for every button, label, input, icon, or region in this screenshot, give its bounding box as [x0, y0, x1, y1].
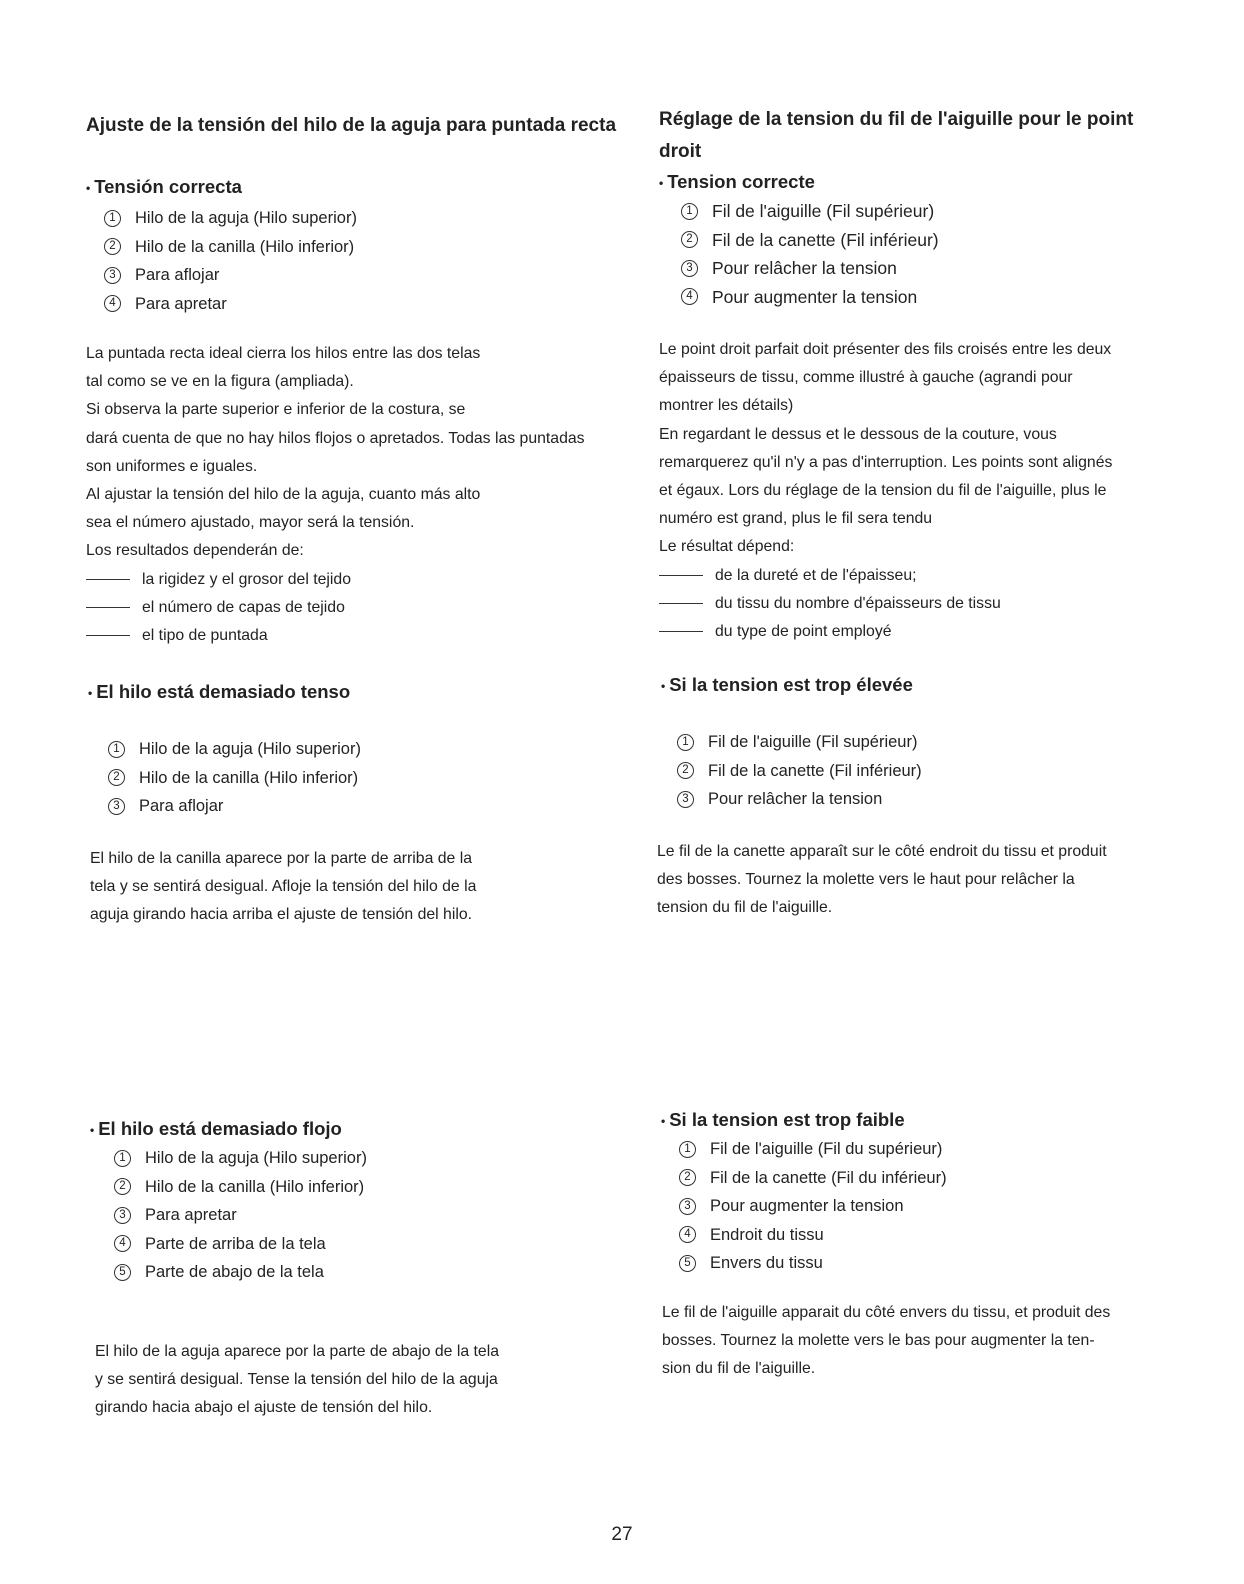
paragraph-line: El hilo de la aguja aparece por la parte de abajo de la tela	[95, 1343, 499, 1360]
paragraph-line: tension du fil de l'aiguille.	[657, 899, 833, 917]
spanish-too-loose-text	[95, 1338, 499, 1423]
item-number-circle: 3	[679, 1198, 696, 1215]
item-number-circle: 4	[114, 1235, 131, 1252]
dash-item: la rigidez y el grosor del tejido	[86, 566, 585, 594]
spanish-too-loose-list	[114, 1144, 367, 1287]
bullet-icon: •	[661, 1114, 666, 1129]
list-item: 4 Pour augmenter la tension	[681, 283, 939, 312]
list-item: 1 Hilo de la aguja (Hilo superior)	[104, 204, 357, 233]
list-item: 5 Envers du tissu	[679, 1249, 947, 1278]
paragraph-line: tela y se sentirá desigual. Afloje la tensión del hilo de la	[90, 878, 477, 896]
french-correct-tension-text	[659, 336, 1112, 646]
item-number-circle: 1	[681, 203, 698, 220]
item-number-circle: 2	[114, 1178, 131, 1195]
item-number-circle: 3	[681, 260, 698, 277]
french-correct-tension-list	[681, 197, 939, 311]
french-too-tight-section	[661, 671, 922, 814]
paragraph-line: El hilo de la canilla aparece por la parte de arriba de la	[90, 850, 472, 867]
dash-item: el tipo de puntada	[86, 622, 585, 650]
paragraph-line: dará cuenta de que no hay hilos flojos o apretados. Todas las puntadas	[86, 429, 585, 447]
list-item: 3 Para aflojar	[104, 261, 357, 290]
french-section-title: Réglage de la tension du fil de l'aiguille pour le point droit	[659, 109, 1134, 162]
paragraph-line: Le résultat dépend:	[659, 538, 795, 556]
item-number-circle: 4	[679, 1226, 696, 1243]
dash-item: du tissu du nombre d'épaisseurs de tissu	[659, 590, 1112, 618]
paragraph-line: des bosses. Tournez la molette vers le haut pour relâcher la	[657, 871, 1075, 889]
dash-line	[86, 635, 130, 636]
item-number-circle: 2	[677, 762, 694, 779]
spanish-correct-tension-text	[86, 340, 585, 650]
list-item: 2 Hilo de la canilla (Hilo inferior)	[114, 1173, 367, 1202]
paragraph-line: En regardant le dessus et le dessous de la couture, vous	[659, 425, 1057, 443]
item-number-circle: 2	[108, 769, 125, 786]
french-too-tight-list	[677, 728, 922, 814]
list-item: 2 Fil de la canette (Fil inférieur)	[677, 757, 922, 786]
paragraph-line: Al ajustar la tensión del hilo de la aguja, cuanto más alto	[86, 486, 481, 504]
list-item: 1 Hilo de la aguja (Hilo superior)	[108, 735, 361, 764]
french-too-loose-section	[661, 1106, 947, 1278]
paragraph-line: y se sentirá desigual. Tense la tensión del hilo de la aguja	[95, 1371, 498, 1389]
dash-line	[659, 631, 703, 632]
bullet-icon: •	[86, 181, 91, 196]
list-item: 5 Parte de abajo de la tela	[114, 1258, 367, 1287]
item-number-circle: 2	[104, 238, 121, 255]
item-number-circle: 4	[681, 288, 698, 305]
paragraph-line: Le fil de l'aiguille apparait du côté envers du tissu, et produit des	[662, 1304, 1111, 1321]
spanish-too-loose-heading: • El hilo está demasiado flojo	[90, 1118, 342, 1139]
list-item: 3 Pour relâcher la tension	[677, 785, 922, 814]
list-item: 4 Endroit du tissu	[679, 1221, 947, 1250]
paragraph-line: sea el número ajustado, mayor será la tensión.	[86, 514, 415, 532]
paragraph-line: bosses. Tournez la molette vers le bas pour augmenter la ten-	[662, 1332, 1095, 1350]
paragraph-line: sion du fil de l'aiguille.	[662, 1360, 816, 1378]
item-number-circle: 4	[104, 295, 121, 312]
item-number-circle: 1	[114, 1150, 131, 1167]
paragraph-line: Los resultados dependerán de:	[86, 542, 304, 560]
list-item: 1 Fil de l'aiguille (Fil du supérieur)	[679, 1135, 947, 1164]
item-number-circle: 3	[677, 791, 694, 808]
list-item: 1 Fil de l'aiguille (Fil supérieur)	[681, 197, 939, 226]
list-item: 2 Fil de la canette (Fil du inférieur)	[679, 1164, 947, 1193]
french-too-loose-text	[662, 1299, 1110, 1384]
item-number-circle: 5	[114, 1264, 131, 1281]
paragraph-line: montrer les détails)	[659, 397, 794, 415]
bullet-icon: •	[88, 686, 93, 701]
spanish-section-title: Ajuste de la tensión del hilo de la aguja para puntada recta	[86, 115, 617, 136]
bullet-icon: •	[661, 679, 666, 694]
spanish-too-loose-section	[90, 1115, 367, 1287]
list-item: 2 Hilo de la canilla (Hilo inferior)	[104, 233, 357, 262]
item-number-circle: 2	[681, 231, 698, 248]
paragraph-line: Le point droit parfait doit présenter des fils croisés entre les deux	[659, 341, 1112, 358]
paragraph-line: numéro est grand, plus le fil sera tendu	[659, 510, 933, 528]
list-item: 2 Hilo de la canilla (Hilo inferior)	[108, 764, 361, 793]
list-item: 3 Pour relâcher la tension	[681, 254, 939, 283]
spanish-too-tight-list	[108, 735, 361, 821]
french-too-tight-heading: • Si la tension est trop élevée	[661, 674, 913, 695]
spanish-correct-tension-section	[86, 173, 357, 318]
paragraph-line: tal como se ve en la figura (ampliada).	[86, 373, 354, 391]
dash-line	[86, 607, 130, 608]
spanish-too-tight-section	[88, 678, 361, 821]
paragraph-line: épaisseurs de tissu, comme illustré à gauche (agrandi pour	[659, 369, 1073, 387]
list-item: 4 Para apretar	[104, 290, 357, 319]
item-number-circle: 3	[104, 267, 121, 284]
spanish-too-tight-text	[90, 845, 476, 930]
item-number-circle: 2	[679, 1169, 696, 1186]
item-number-circle: 5	[679, 1255, 696, 1272]
bullet-icon: •	[659, 176, 664, 191]
french-correct-tension-heading: • Tension correcte	[659, 171, 815, 192]
paragraph-line: et égaux. Lors du réglage de la tension du fil de l'aiguille, plus le	[659, 482, 1107, 500]
dash-item: el número de capas de tejido	[86, 594, 585, 622]
dash-item: du type de point employé	[659, 618, 1112, 646]
item-number-circle: 1	[679, 1141, 696, 1158]
list-item: 1 Hilo de la aguja (Hilo superior)	[114, 1144, 367, 1173]
french-too-loose-heading: • Si la tension est trop faible	[661, 1109, 905, 1130]
spanish-correct-tension-list	[104, 204, 357, 318]
french-too-loose-list	[679, 1135, 947, 1278]
page-number: 27	[611, 1524, 633, 1545]
paragraph-line: La puntada recta ideal cierra los hilos entre las dos telas	[86, 345, 481, 362]
item-number-circle: 1	[104, 210, 121, 227]
list-item: 3 Para aflojar	[108, 792, 361, 821]
paragraph-line: Si observa la parte superior e inferior de la costura, se	[86, 401, 466, 419]
list-item: 3 Para apretar	[114, 1201, 367, 1230]
bullet-icon: •	[90, 1123, 95, 1138]
paragraph-line: girando hacia abajo el ajuste de tensión del hilo.	[95, 1399, 433, 1417]
list-item: 3 Pour augmenter la tension	[679, 1192, 947, 1221]
item-number-circle: 1	[677, 734, 694, 751]
paragraph-line: Le fil de la canette apparaît sur le côté endroit du tissu et produit	[657, 843, 1107, 860]
item-number-circle: 1	[108, 741, 125, 758]
paragraph-line: son uniformes e iguales.	[86, 457, 258, 475]
list-item: 1 Fil de l'aiguille (Fil supérieur)	[677, 728, 922, 757]
item-number-circle: 3	[108, 798, 125, 815]
french-too-tight-text	[657, 838, 1107, 923]
paragraph-line: remarquerez qu'il n'y a pas d'interruption. Les points sont alignés	[659, 453, 1113, 471]
dash-line	[659, 603, 703, 604]
spanish-correct-tension-heading: • Tensión correcta	[86, 176, 242, 197]
spanish-too-tight-heading: • El hilo está demasiado tenso	[88, 681, 351, 702]
list-item: 2 Fil de la canette (Fil inférieur)	[681, 226, 939, 255]
list-item: 4 Parte de arriba de la tela	[114, 1230, 367, 1259]
dash-line	[659, 575, 703, 576]
paragraph-line: aguja girando hacia arriba el ajuste de tensión del hilo.	[90, 906, 473, 924]
french-correct-tension-section	[659, 168, 939, 311]
item-number-circle: 3	[114, 1207, 131, 1224]
dash-item: de la dureté et de l'épaisseu;	[659, 562, 1112, 590]
dash-line	[86, 579, 130, 580]
